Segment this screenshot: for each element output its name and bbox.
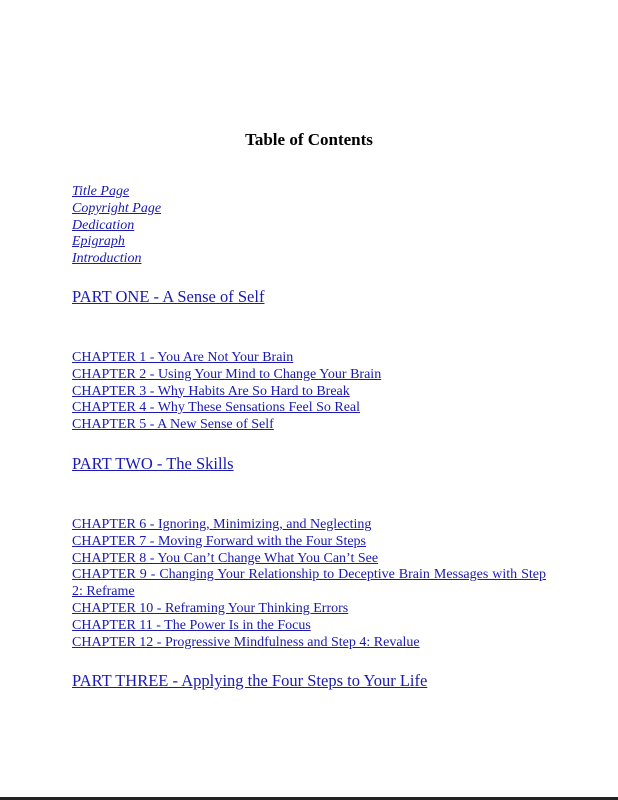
toc-link-chapter-6[interactable]: CHAPTER 6 - Ignoring, Minimizing, and Neglecting: [72, 517, 372, 532]
front-matter-list: [72, 184, 552, 268]
toc-link-chapter-12[interactable]: CHAPTER 12 - Progressive Mindfulness and Step 4: Revalue: [72, 634, 420, 650]
page-title: Table of Contents: [245, 130, 373, 149]
part-two-chapter-list: [72, 517, 546, 651]
toc-link-chapter-4[interactable]: CHAPTER 4 - Why These Sensations Feel So Real: [72, 400, 361, 416]
toc-link-chapter-3[interactable]: CHAPTER 3 - Why Habits Are So Hard to Break: [72, 383, 350, 399]
toc-link-chapter-9[interactable]: CHAPTER 9 - Changing Your Relationship to Deceptive Brain Messages with Step 2: Reframe: [72, 567, 546, 600]
toc-link-chapter-7[interactable]: CHAPTER 7 - Moving Forward with the Four Steps: [72, 533, 366, 549]
toc-link-epigraph[interactable]: Epigraph: [72, 234, 125, 250]
part-one-chapter-list: [72, 350, 546, 434]
toc-link-dedication[interactable]: Dedication: [72, 217, 135, 233]
toc-link-chapter-5[interactable]: CHAPTER 5 - A New Sense of Self: [72, 417, 274, 433]
toc-link-introduction[interactable]: Introduction: [72, 251, 142, 267]
toc-link-part-two[interactable]: PART TWO - The Skills: [72, 454, 234, 473]
toc-link-title-page[interactable]: Title Page: [72, 184, 130, 199]
toc-link-part-three[interactable]: PART THREE - Applying the Four Steps to Your Life: [72, 671, 428, 690]
toc-link-chapter-10[interactable]: CHAPTER 10 - Reframing Your Thinking Errors: [72, 600, 349, 616]
toc-link-chapter-1[interactable]: CHAPTER 1 - You Are Not Your Brain: [72, 350, 294, 365]
toc-link-part-one[interactable]: PART ONE - A Sense of Self: [72, 287, 265, 306]
toc-link-chapter-11[interactable]: CHAPTER 11 - The Power Is in the Focus: [72, 617, 311, 633]
toc-link-copyright-page[interactable]: Copyright Page: [72, 200, 162, 216]
toc-link-chapter-2[interactable]: CHAPTER 2 - Using Your Mind to Change Your Brain: [72, 366, 382, 382]
toc-link-chapter-8[interactable]: CHAPTER 8 - You Can’t Change What You Can’t See: [72, 550, 379, 566]
